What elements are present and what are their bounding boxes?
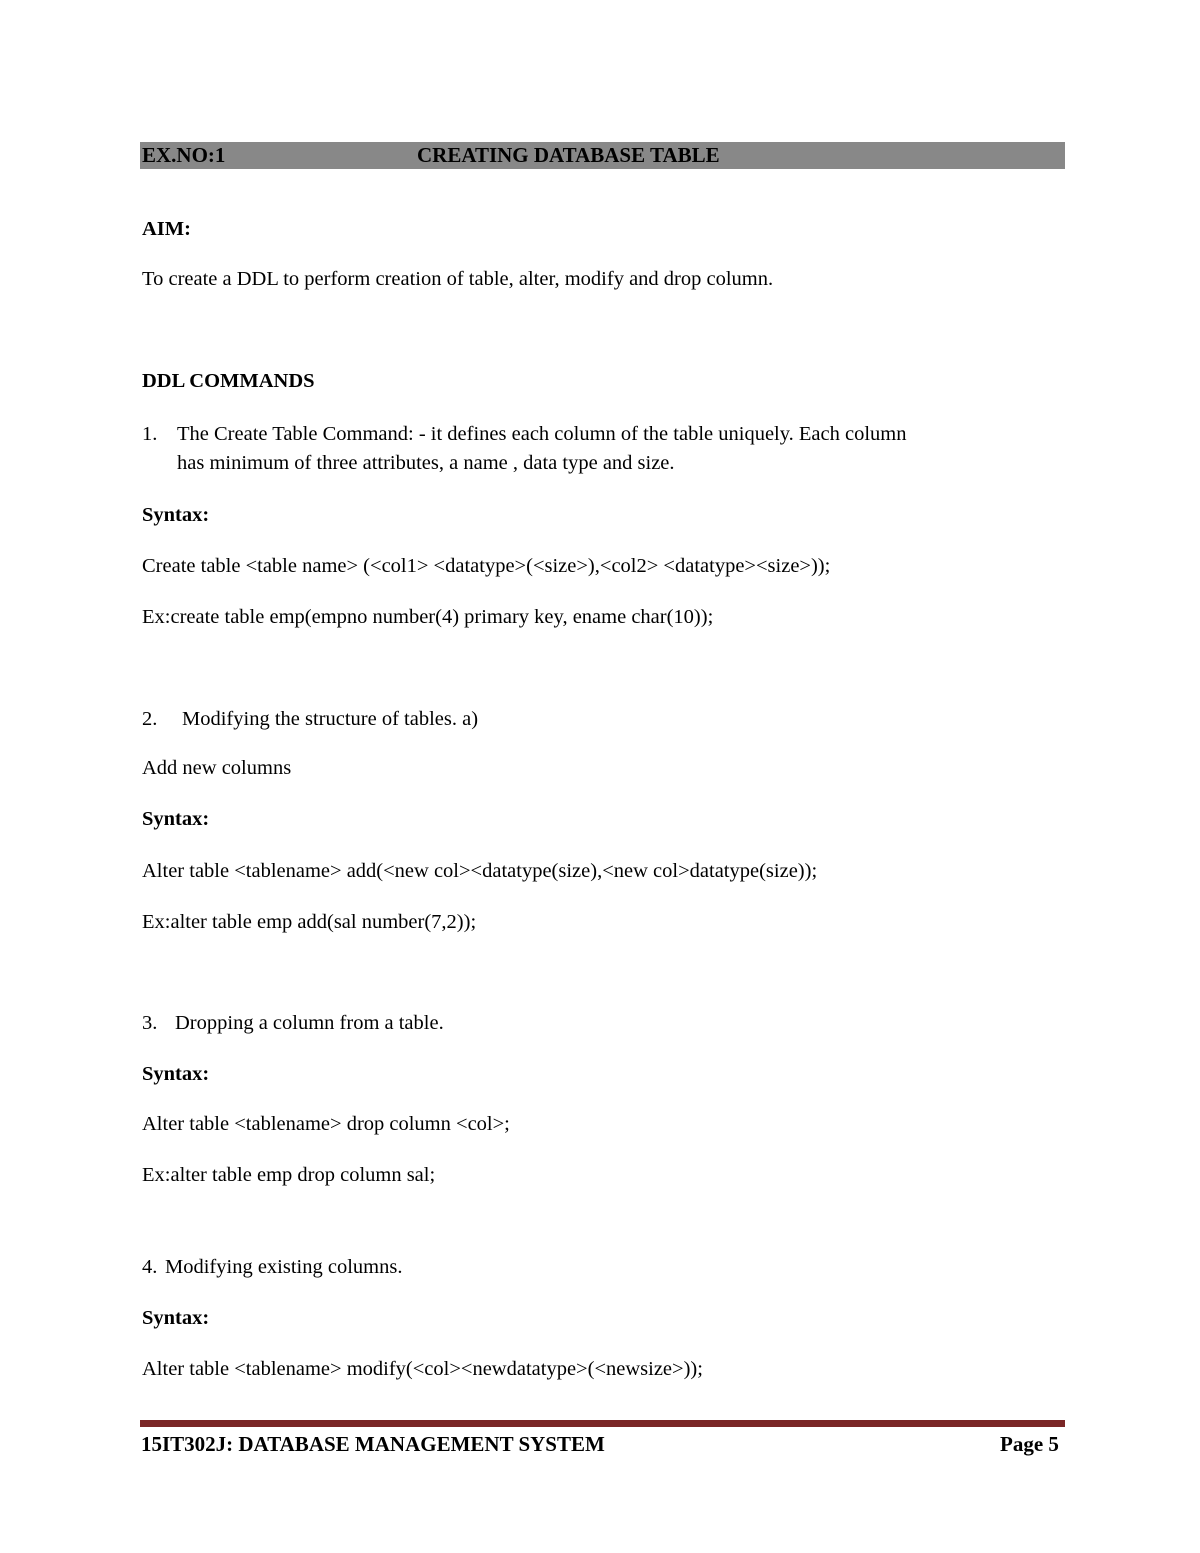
ddl-commands-heading: DDL COMMANDS: [142, 370, 315, 392]
item-4-number: 4.: [142, 1256, 158, 1278]
item-1-number: 1.: [142, 423, 158, 445]
item-1-syntax: Create table <table name> (<col1> <datatype>(<size>),<col2> <datatype><size>));: [142, 555, 831, 577]
item-1-text: The Create Table Command: - it defines each column of the table uniquely. Each column: [177, 423, 907, 445]
item-4-syntax-label: Syntax:: [142, 1307, 210, 1329]
item-2-text: Modifying the structure of tables. a): [182, 708, 479, 730]
item-4-text: Modifying existing columns.: [165, 1256, 403, 1278]
item-2-syntax: Alter table <tablename> add(<new col><datatype(size),<new col>datatype(size));: [142, 860, 818, 882]
item-3-syntax-label: Syntax:: [142, 1063, 210, 1085]
item-1-example: Ex:create table emp(empno number(4) primary key, ename char(10));: [142, 606, 714, 628]
aim-heading: AIM:: [142, 218, 191, 240]
item-3-number: 3.: [142, 1012, 158, 1034]
exercise-title: CREATING DATABASE TABLE: [417, 143, 720, 167]
exercise-header-bar: [140, 142, 1065, 169]
footer-page-number: Page 5: [1000, 1432, 1059, 1456]
item-3-example: Ex:alter table emp drop column sal;: [142, 1164, 436, 1186]
footer-divider: [140, 1420, 1065, 1427]
item-4-syntax: Alter table <tablename> modify(<col><newdatatype>(<newsize>));: [142, 1358, 703, 1380]
item-1-syntax-label: Syntax:: [142, 504, 210, 526]
item-1-line-2: has minimum of three attributes, a name , data type and size.: [177, 452, 675, 474]
item-2-line-2: Add new columns: [142, 757, 292, 779]
item-2-number: 2.: [142, 708, 158, 730]
item-2-syntax-label: Syntax:: [142, 808, 210, 830]
footer-course-title: 15IT302J: DATABASE MANAGEMENT SYSTEM: [141, 1432, 605, 1456]
item-3-syntax: Alter table <tablename> drop column <col>;: [142, 1113, 510, 1135]
item-2-example: Ex:alter table emp add(sal number(7,2));: [142, 911, 477, 933]
aim-text: To create a DDL to perform creation of table, alter, modify and drop column.: [142, 268, 774, 290]
exercise-number: EX.NO:1: [142, 143, 226, 167]
item-3-text: Dropping a column from a table.: [175, 1012, 444, 1034]
